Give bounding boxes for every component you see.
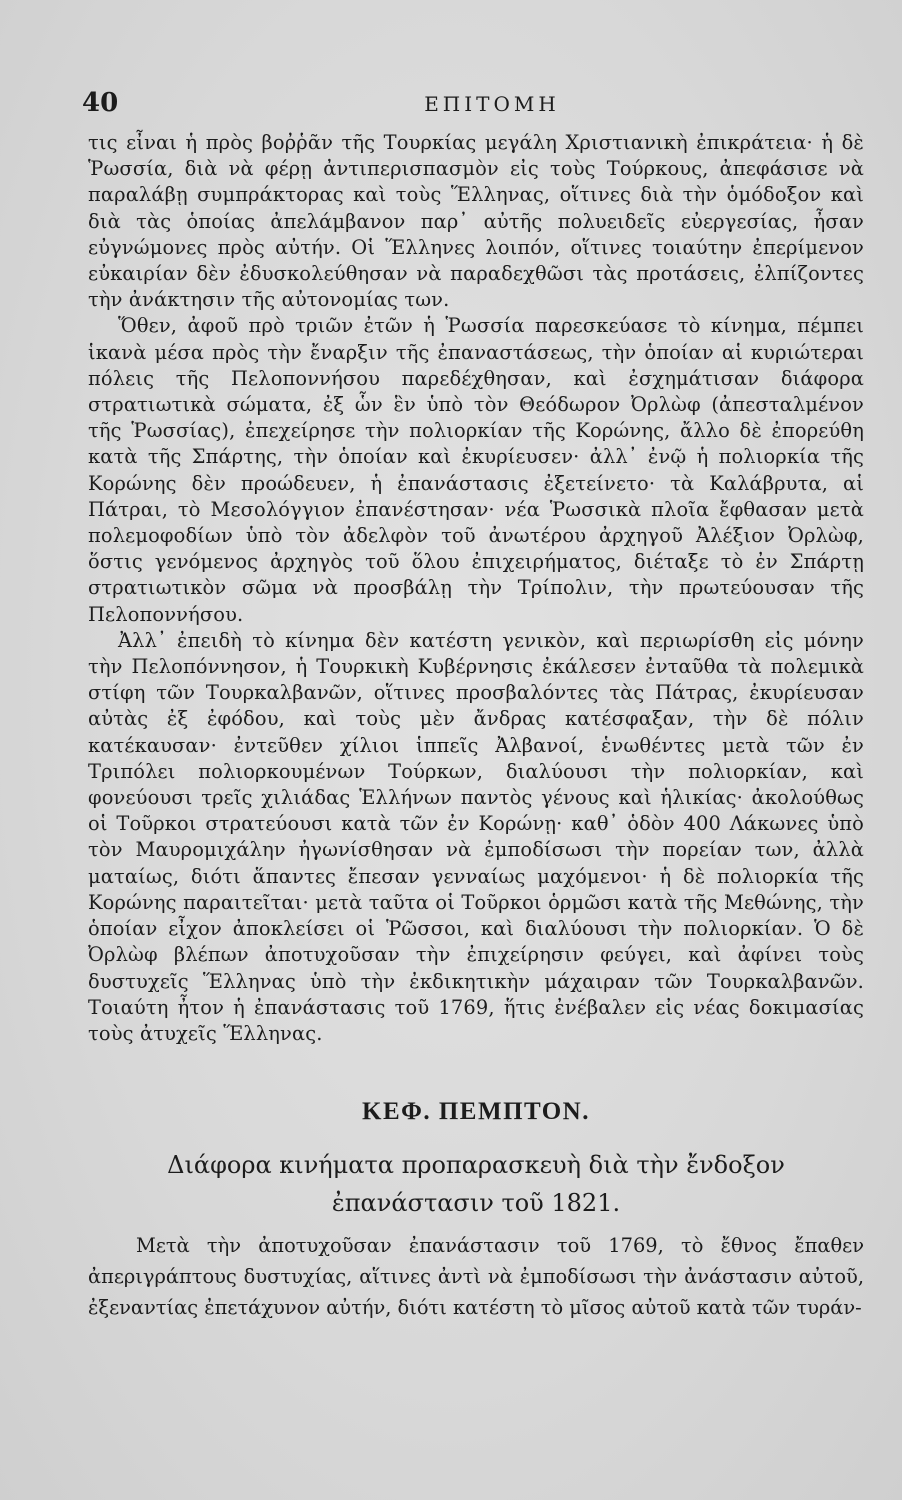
chapter-title: ΚΕΦ. ΠΕΜΠΤΟΝ. [362,1098,590,1125]
paragraph-revolution-1769: Ὅθεν, ἀφοῦ πρὸ τριῶν ἐτῶν ἡ Ῥωσσία παρεσκεύασε τὸ κίνημα, πέμπει ἱκανὰ μέσα πρὸς τὴν ἔναρξιν τῆς ἐπαναστάσεως, τὴν ὁποίαν αἱ κυριώτεραι πόλεις τῆς Πελοποννήσου παρεδέχθησαν, καὶ ἐσχημάτισαν διάφορα στρατιωτικὰ σώματα, ἐξ ὧν ἓν ὑπὸ τὸν Θεόδωρον Ὀρλὼφ (ἀπεσταλμένον τῆς Ῥωσσίας), ἐπεχείρησε τὴν πολιορκίαν τῆς Κορώνης, ἄλλο δὲ ἐπορεύθη κατὰ τῆς Σπάρτης, τὴν ὁποίαν καὶ ἐκυρίευσεν· ἀλλ᾽ ἐνῷ ἡ πολιορκία τῆς Κορώνης δὲν προώδευεν, ἡ ἐπανάστασις ἐξετείνετο· τὰ Καλάβρυτα, αἱ Πάτραι, τὸ Μεσολόγγιον ἐπανέστησαν· νέα Ῥωσσικὰ πλοῖα ἔφθασαν μετὰ πολεμοφοδίων ὑπὸ τὸν ἀδελφὸν τοῦ ἀνωτέρου ἀρχηγοῦ Ἀλέξιον Ὀρλὼφ, ὅστις γενόμενος ἀρχηγὸς τοῦ ὅλου ἐπιχειρήματος, διέταξε τὸ ἐν Σπάρτῃ στρατιωτικὸν σῶμα νὰ προσβάλῃ τὴν Τρίπολιν, τὴν πρωτεύουσαν τῆς Πελοποννήσου. [88,314,864,626]
page-header [82,88,862,128]
chapter-subtitle-line-1: Διάφορα κινήματα προπαρασκευὴ διὰ τὴν ἔνδοξον [167,1151,785,1179]
chapter-opening-paragraph: Μετὰ τὴν ἀποτυχοῦσαν ἐπανάστασιν τοῦ 1769, τὸ ἔθνος ἔπαθεν ἀπεριγράπτους δυστυχίας, αἵτινες ἀντὶ νὰ ἐμποδίσωσι τὴν ἀνάστασιν αὐτοῦ, ἐξεναντίας ἐπετάχυνον αὐτήν, διότι κατέστη τὸ μῖσος αὐτοῦ κατὰ τῶν τυράν- [88,1234,864,1319]
chapter-subtitle-line-2: ἐπανάστασιν τοῦ 1821. [331,1189,621,1217]
chapter-subtitle [88,1146,864,1222]
body-text [88,130,864,1047]
page-number: 40 [82,88,119,118]
chapter-body [88,1230,864,1323]
running-head: ΕΠΙΤΟΜΗ [424,92,560,116]
paragraph-continuation: τις εἶναι ἡ πρὸς βοῤῥᾶν τῆς Τουρκίας μεγάλη Χριστιανικὴ ἐπικράτεια· ἡ δὲ Ῥωσσία, διὰ νὰ φέρῃ ἀντιπερισπασμὸν εἰς τοὺς Τούρκους, ἀπεφάσισε νὰ παραλάβῃ συμπράκτορας καὶ τοὺς Ἕλληνας, οἵτινες διὰ τὴν ὁμόδοξον καὶ διὰ τὰς ὁποίας ἀπελάμβανον παρ᾽ αὐτῆς πολυειδεῖς εὐεργεσίας, ἦσαν εὐγνώμονες πρὸς αὐτήν. Οἱ Ἕλληνες λοιπόν, οἵτινες τοιαύτην ἐπερίμενον εὐκαιρίαν δὲν ἐδυσκολεύθησαν νὰ παραδεχθῶσι τὰς προτάσεις, ἐλπίζοντες τὴν ἀνάκτησιν τῆς αὐτονομίας των. [88,131,864,312]
paragraph-turkalbanians: Ἀλλ᾽ ἐπειδὴ τὸ κίνημα δὲν κατέστη γενικὸν, καὶ περιωρίσθη εἰς μόνην τὴν Πελοπόννησον, ἡ Τουρκικὴ Κυβέρνησις ἐκάλεσεν ἐνταῦθα τὰ πολεμικὰ στίφη τῶν Τουρκαλβανῶν, οἵτινες προσβαλόντες τὰς Πάτρας, ἐκυρίευσαν αὐτὰς ἐξ ἐφόδου, καὶ τοὺς μὲν ἄνδρας κατέσφαξαν, τὴν δὲ πόλιν κατέκαυσαν· ἐντεῦθεν χίλιοι ἱππεῖς Ἀλβανοί, ἑνωθέντες μετὰ τῶν ἐν Τριπόλει πολιορκουμένων Τούρκων, διαλύουσι τὴν πολιορκίαν, καὶ φονεύουσι τρεῖς χιλιάδας Ἑλλήνων παντὸς γένους καὶ ἡλικίας· ἀκολούθως οἱ Τοῦρκοι στρατεύουσι κατὰ τῶν ἐν Κορώνῃ· καθ᾽ ὁδὸν 400 Λάκωνες ὑπὸ τὸν Μαυρομιχάλην ἠγωνίσθησαν νὰ ἐμποδίσωσι τὴν πορείαν των, ἀλλὰ ματαίως, διότι ἅπαντες ἔπεσαν γενναίως μαχόμενοι· ἡ δὲ πολιορκία τῆς Κορώνης παραιτεῖται· μετὰ ταῦτα οἱ Τοῦρκοι ὁρμῶσι κατὰ τῆς Μεθώνης, τὴν ὁποίαν εἶχον ἀποκλείσει οἱ Ῥῶσσοι, καὶ διαλύουσι τὴν πολιορκίαν. Ὁ δὲ Ὀρλὼφ βλέπων ἀποτυχοῦσαν τὴν ἐπιχείρησιν φεύγει, καὶ ἀφίνει τοὺς δυστυχεῖς Ἕλληνας ὑπὸ τὴν ἐκδικητικὴν μάχαιραν τῶν Τουρκαλβανῶν. Τοιαύτη ἦτον ἡ ἐπανάστασις τοῦ 1769, ἥτις ἐνέβαλεν εἰς νέας δοκιμασίας τοὺς ἀτυχεῖς Ἕλληνας. [88,628,864,1045]
